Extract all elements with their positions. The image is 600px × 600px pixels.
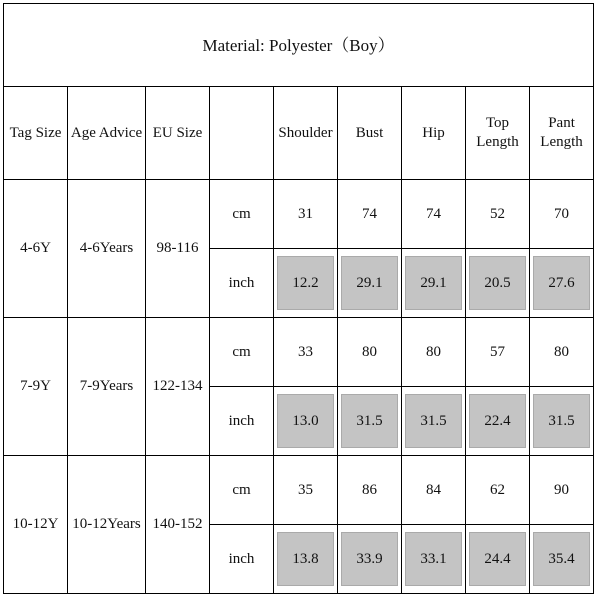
unit-cell: inch (210, 249, 274, 318)
pant-length-cell: 90 (530, 456, 594, 525)
top-length-cell (466, 387, 530, 456)
shaded-value: 35.4 (533, 532, 590, 586)
shaded-value: 33.1 (405, 532, 462, 586)
hip-cell: 84 (402, 456, 466, 525)
header-pant-length (530, 87, 594, 180)
tag-size-cell: 7-9Y (4, 318, 68, 456)
header-top-length-line1: Top (485, 115, 510, 131)
pant-length-cell (530, 249, 594, 318)
eu-size-cell: 122-134 (146, 318, 210, 456)
hip-cell (402, 525, 466, 594)
shaded-value: 29.1 (341, 256, 398, 310)
table-row (4, 180, 594, 249)
age-advice-cell: 7-9Years (68, 318, 146, 456)
size-table (3, 3, 594, 594)
shoulder-cell (274, 249, 338, 318)
chart-title: Material: Polyester（Boy） (4, 4, 594, 87)
age-advice-cell: 4-6Years (68, 180, 146, 318)
shaded-value: 20.5 (469, 256, 526, 310)
eu-size-cell: 140-152 (146, 456, 210, 594)
unit-cell: inch (210, 387, 274, 456)
shaded-value: 29.1 (405, 256, 462, 310)
shaded-value: 27.6 (533, 256, 590, 310)
tag-size-cell: 10-12Y (4, 456, 68, 594)
shaded-value: 31.5 (341, 394, 398, 448)
size-chart (3, 3, 593, 595)
shaded-value: 22.4 (469, 394, 526, 448)
header-tag-size: Tag Size (4, 87, 68, 180)
shoulder-cell (274, 525, 338, 594)
unit-cell: cm (210, 456, 274, 525)
header-top-length (466, 87, 530, 180)
shoulder-cell: 35 (274, 456, 338, 525)
hip-cell (402, 249, 466, 318)
bust-cell (338, 249, 402, 318)
hip-cell: 80 (402, 318, 466, 387)
header-pant-length-line2: Length (540, 134, 583, 150)
bust-cell (338, 387, 402, 456)
header-eu-size: EU Size (146, 87, 210, 180)
header-top-length-line2: Length (476, 134, 519, 150)
top-length-cell: 52 (466, 180, 530, 249)
top-length-cell: 57 (466, 318, 530, 387)
hip-cell: 74 (402, 180, 466, 249)
shaded-value: 31.5 (533, 394, 590, 448)
shaded-value: 33.9 (341, 532, 398, 586)
header-bust: Bust (338, 87, 402, 180)
table-row (4, 318, 594, 387)
bust-cell: 86 (338, 456, 402, 525)
shaded-value: 31.5 (405, 394, 462, 448)
table-row (4, 456, 594, 525)
shoulder-cell: 33 (274, 318, 338, 387)
header-pant-length-line1: Pant (548, 115, 575, 131)
pant-length-cell: 80 (530, 318, 594, 387)
header-hip: Hip (402, 87, 466, 180)
shaded-value: 13.0 (277, 394, 334, 448)
header-age-advice: Age Advice (68, 87, 146, 180)
shoulder-cell: 31 (274, 180, 338, 249)
header-shoulder: Shoulder (274, 87, 338, 180)
top-length-cell (466, 249, 530, 318)
hip-cell (402, 387, 466, 456)
shoulder-cell (274, 387, 338, 456)
bust-cell (338, 525, 402, 594)
tag-size-cell: 4-6Y (4, 180, 68, 318)
pant-length-cell (530, 525, 594, 594)
unit-cell: inch (210, 525, 274, 594)
pant-length-cell: 70 (530, 180, 594, 249)
top-length-cell: 62 (466, 456, 530, 525)
age-advice-cell: 10-12Years (68, 456, 146, 594)
top-length-cell (466, 525, 530, 594)
shaded-value: 12.2 (277, 256, 334, 310)
header-row (4, 87, 594, 180)
eu-size-cell: 98-116 (146, 180, 210, 318)
bust-cell: 74 (338, 180, 402, 249)
unit-cell: cm (210, 318, 274, 387)
unit-cell: cm (210, 180, 274, 249)
header-unit (210, 87, 274, 180)
shaded-value: 13.8 (277, 532, 334, 586)
shaded-value: 24.4 (469, 532, 526, 586)
pant-length-cell (530, 387, 594, 456)
bust-cell: 80 (338, 318, 402, 387)
